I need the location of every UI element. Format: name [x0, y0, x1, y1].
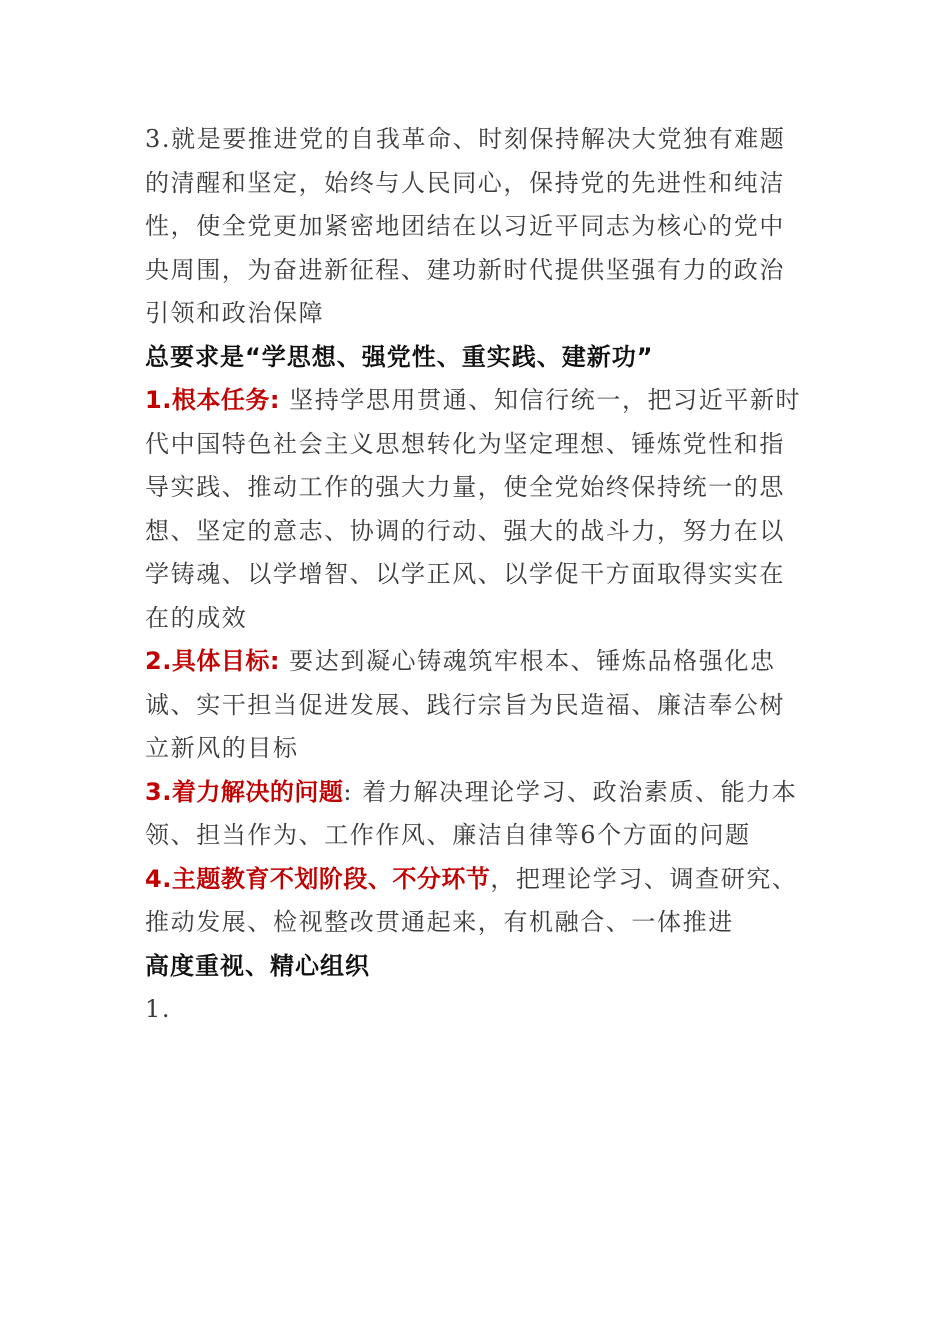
item-text: 坚持学思用贯通、知信行统一，把习近平新时代中国特色社会主义思想转化为坚定理想、锤炼党性和指导实践、推动工作的强大力量，使全党始终保持统一的思想、坚定的意志、协调的行动、强大的战斗力，努力在以学铸魂、以学增智、以学正风、以学促干方面取得实实在在的成效: [145, 386, 802, 632]
item-text: : 着力解决理论学习、政治素质、能力本领、担当作为、工作作风、廉洁自律等6个方面的问题: [145, 777, 798, 849]
item-specific-goals: [145, 640, 805, 771]
item-label: 4.主题教育不划阶段、不分环节: [145, 864, 491, 893]
item-text: 要达到凝心铸魂筑牢根本、锤炼品格强化忠诚、实干担当促进发展、践行宗旨为民造福、廉洁奉公树立新风的目标: [145, 647, 785, 762]
item-label: 1.根本任务:: [145, 386, 280, 414]
item-label: 2.具体目标:: [145, 647, 280, 675]
organize-heading: 高度重视、精心组织: [145, 951, 370, 980]
trailing-list-item: 1.: [145, 995, 172, 1023]
item-text: ，把理论学习、调查研究、推动发展、检视整改贯通起来，有机融合、一体推进: [145, 864, 798, 936]
item-problems-to-solve: [145, 771, 805, 858]
item-no-phases: [145, 858, 805, 945]
intro-paragraph: 3.就是要推进党的自我革命、时刻保持解决大党独有难题的清醒和坚定，始终与人民同心，保持党的先进性和纯洁性，使全党更加紧密地团结在以习近平同志为核心的党中央周围，为奋进新征程、建功新时代提供坚强有力的政治引领和政治保障: [145, 125, 786, 327]
requirements-heading: 总要求是“学思想、强党性、重实践、建新功”: [145, 342, 654, 371]
document-body: [145, 118, 805, 1032]
item-fundamental-task: [145, 379, 805, 640]
item-label: 3.着力解决的问题: [145, 777, 344, 806]
